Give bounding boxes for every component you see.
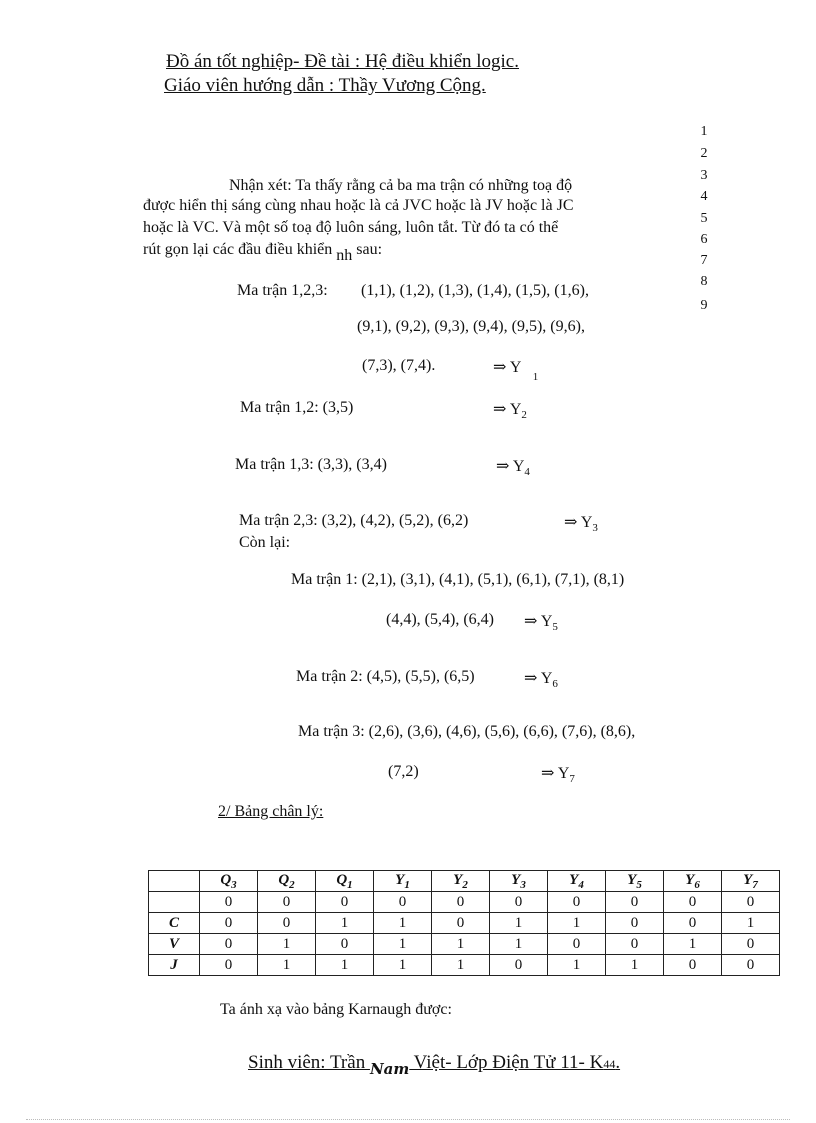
matrix-123-line-2: (9,1), (9,2), (9,3), (9,4), (9,5), (9,6),	[357, 318, 585, 335]
line-number: 9	[700, 298, 708, 313]
table-cell: 0	[606, 913, 664, 934]
table-cell: 1	[548, 955, 606, 976]
line-number: 4	[700, 189, 708, 204]
table-header-cell: $Y_3$	[490, 871, 548, 892]
implies-icon: ⇒	[541, 765, 555, 782]
table-header-cell: $Q_3$	[200, 871, 258, 892]
row-label: C	[149, 913, 200, 934]
table-cell: 0	[432, 913, 490, 934]
intro-line-4-end: sau:	[356, 241, 383, 258]
header-title: Đồ án tốt nghiệp- Đề tài : Hệ điều khiển logic.	[166, 51, 519, 72]
row-label: V	[149, 934, 200, 955]
line-number: 5	[700, 211, 708, 226]
intro-line-3: hoặc là VC. Và một số toạ độ luôn sáng, luôn tắt. Từ đó ta có thể	[143, 219, 559, 236]
implies-icon: ⇒	[496, 458, 510, 475]
row-label	[149, 892, 200, 913]
table-cell: 0	[200, 892, 258, 913]
karnaugh-note: Ta ánh xạ vào bảng Karnaugh được:	[220, 1001, 452, 1018]
table-cell: 0	[548, 892, 606, 913]
table-cell: 0	[200, 955, 258, 976]
table-cell: 1	[432, 934, 490, 955]
truth-table	[148, 870, 780, 976]
table-row	[149, 955, 780, 976]
y-symbol: Y	[509, 401, 522, 418]
intro-line-4-fragment: nh	[336, 247, 353, 264]
table-cell: 0	[258, 892, 316, 913]
table-cell: 0	[490, 892, 548, 913]
intro-line-4-text: rút gọn lại các đầu điều khiển	[143, 241, 333, 258]
intro-line-2: được hiển thị sáng cùng nhau hoặc là cả JVC hoặc là JV hoặc là JC	[143, 197, 574, 214]
intro-line-4	[143, 241, 383, 264]
line-number: 8	[700, 274, 708, 289]
y-subscript: 5	[552, 621, 558, 634]
table-cell: 1	[432, 955, 490, 976]
implies-icon: ⇒	[524, 670, 538, 687]
y3-result	[564, 512, 598, 534]
y4-result	[496, 456, 530, 478]
y-symbol: Y	[540, 670, 553, 687]
table-row	[149, 934, 780, 955]
table-cell: 1	[374, 913, 432, 934]
table-cell: 1	[664, 934, 722, 955]
table-cell: 1	[490, 934, 548, 955]
remaining-label: Còn lại:	[239, 534, 291, 551]
table-cell: 0	[200, 934, 258, 955]
footer-suffix: Việt- Lớp Điện Tử 11- K	[409, 1052, 604, 1073]
y-subscript: 2	[521, 409, 527, 422]
y-subscript: 3	[592, 522, 598, 535]
matrix-3-line-1: Ma trận 3: (2,6), (3,6), (4,6), (5,6), (6,6), (7,6), (8,6),	[298, 723, 636, 740]
table-cell: 0	[200, 913, 258, 934]
row-label: J	[149, 955, 200, 976]
matrix-23: Ma trận 2,3: (3,2), (4,2), (5,2), (6,2)	[239, 512, 469, 529]
line-number: 6	[700, 232, 708, 247]
implies-icon: ⇒	[524, 613, 538, 630]
table-cell: 0	[664, 955, 722, 976]
table-header-cell: $Y_6$	[664, 871, 722, 892]
table-header-cell: $Y_1$	[374, 871, 432, 892]
y-subscript: 4	[524, 466, 530, 479]
matrix-3-line-2: (7,2)	[388, 763, 419, 780]
table-cell: 0	[722, 892, 780, 913]
table-cell: 1	[316, 913, 374, 934]
table-cell: 1	[606, 955, 664, 976]
matrix-13: Ma trận 1,3: (3,3), (3,4)	[235, 456, 387, 473]
table-cell: 0	[664, 892, 722, 913]
table-corner-cell	[149, 871, 200, 892]
table-header-cell: $Y_5$	[606, 871, 664, 892]
table-cell: 1	[374, 955, 432, 976]
footer-student	[248, 1052, 621, 1078]
implies-icon: ⇒	[564, 514, 578, 531]
table-header-cell: $Y_2$	[432, 871, 490, 892]
table-cell: 0	[316, 934, 374, 955]
line-number: 7	[700, 253, 708, 268]
matrix-123-label: Ma trận 1,2,3:	[237, 282, 328, 299]
table-cell: 1	[316, 955, 374, 976]
table-cell: 1	[548, 913, 606, 934]
table-cell: 1	[722, 913, 780, 934]
table-header-cell: $Q_1$	[316, 871, 374, 892]
table-header-row	[149, 871, 780, 892]
header-supervisor: Giáo viên hướng dẫn : Thầy Vương Cộng.	[164, 75, 486, 96]
line-number: 3	[700, 168, 708, 183]
y-symbol: Y	[512, 458, 525, 475]
y2-result	[493, 399, 527, 421]
table-row	[149, 913, 780, 934]
matrix-123-line-1: (1,1), (1,2), (1,3), (1,4), (1,5), (1,6),	[361, 282, 589, 299]
implies-icon: ⇒	[493, 359, 507, 376]
y-subscript: 6	[552, 678, 558, 691]
table-cell: 0	[548, 934, 606, 955]
y7-result	[541, 763, 575, 785]
table-row	[149, 892, 780, 913]
table-header-cell: $Y_7$	[722, 871, 780, 892]
matrix-2: Ma trận 2: (4,5), (5,5), (6,5)	[296, 668, 475, 685]
implies-icon: ⇒	[493, 401, 507, 418]
y1-result	[493, 357, 539, 383]
table-cell: 0	[606, 892, 664, 913]
matrix-12: Ma trận 1,2: (3,5)	[240, 399, 354, 416]
table-cell: 0	[432, 892, 490, 913]
table-cell: 1	[374, 934, 432, 955]
table-cell: 1	[258, 934, 316, 955]
table-cell: 0	[722, 955, 780, 976]
y-subscript: 1	[532, 371, 539, 383]
table-cell: 0	[722, 934, 780, 955]
page-bottom-divider	[26, 1119, 790, 1120]
y-symbol: Y	[540, 613, 553, 630]
y-symbol: Y	[557, 765, 570, 782]
table-cell: 0	[490, 955, 548, 976]
line-number: 1	[700, 124, 708, 139]
table-header-cell: $Q_2$	[258, 871, 316, 892]
matrix-1-line-2: (4,4), (5,4), (6,4)	[386, 611, 494, 628]
table-header-cell: $Y_4$	[548, 871, 606, 892]
table-cell: 1	[490, 913, 548, 934]
table-cell: 0	[374, 892, 432, 913]
table-cell: 0	[664, 913, 722, 934]
y-subscript: 7	[569, 773, 575, 786]
table-cell: 1	[258, 955, 316, 976]
table-cell: 0	[606, 934, 664, 955]
y-symbol: Y	[580, 514, 593, 531]
footer-name: Nam	[369, 1060, 410, 1078]
y-symbol: Y	[509, 359, 521, 376]
y6-result	[524, 668, 558, 690]
matrix-1-line-1: Ma trận 1: (2,1), (3,1), (4,1), (5,1), (6,1), (7,1), (8,1)	[291, 571, 625, 588]
section-title: 2/ Bảng chân lý:	[218, 803, 324, 820]
intro-line-1: Nhận xét: Ta thấy rằng cả ba ma trận có những toạ độ	[229, 177, 573, 194]
matrix-123-line-3: (7,3), (7,4).	[362, 357, 436, 374]
footer-end: .	[615, 1052, 621, 1073]
table-cell: 0	[316, 892, 374, 913]
y5-result	[524, 611, 558, 633]
line-number: 2	[700, 146, 708, 161]
footer-subscript: 44	[603, 1057, 616, 1071]
footer-prefix: Sinh viên: Trần	[248, 1052, 370, 1073]
table-cell: 0	[258, 913, 316, 934]
